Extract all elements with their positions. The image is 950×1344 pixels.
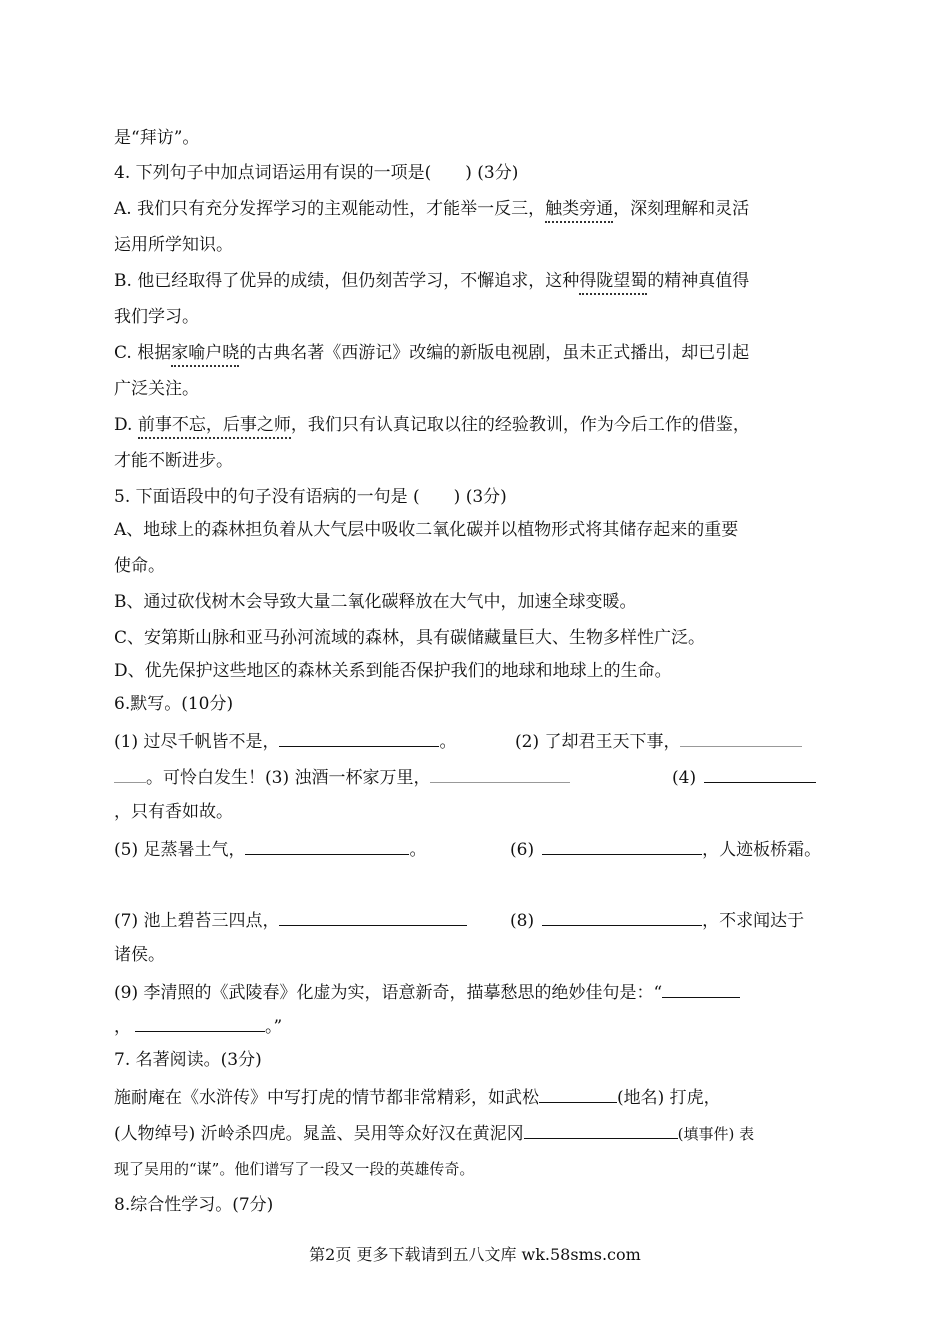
answer-blank[interactable]: [245, 836, 409, 855]
answer-blank[interactable]: [542, 907, 702, 926]
answer-blank[interactable]: [662, 979, 740, 998]
question-6-line-5: (7) 池上碧苔三四点，: [114, 907, 467, 933]
text-line: 诸侯。: [114, 945, 165, 965]
answer-blank[interactable]: [524, 1120, 678, 1139]
question-7-stem: 7. 名著阅读。(3分): [114, 1050, 262, 1070]
question-7-line-3: 现了吴用的“谋”。他们谱写了一段又一段的英雄传奇。: [114, 1160, 475, 1178]
page-footer: 第2页 更多下载请到五八文库 wk.58sms.com: [309, 1245, 641, 1264]
question-6-line-4: (5) 足蒸暑土气， 。: [114, 836, 426, 862]
dotted-word: 前事不忘，后事之师: [138, 415, 291, 439]
question-6-stem: 6.默写。(10分): [114, 694, 234, 714]
answer-blank[interactable]: [430, 764, 570, 783]
dotted-word: 得陇望蜀: [579, 271, 647, 295]
answer-blank[interactable]: [114, 764, 146, 783]
question-7-line-1: 施耐庵在《水浒传》中写打虎的情节都非常精彩，如武松 (地名) 打虎，: [114, 1084, 721, 1110]
question-4-option-d: D. 前事不忘，后事之师，我们只有认真记取以往的经验教训，作为今后工作的借鉴，: [114, 413, 750, 437]
question-6-line-4b: (6) ，人迹板桥霜。: [510, 836, 821, 862]
question-6-line-9b: ， 。”: [114, 1013, 282, 1039]
question-5-option-b: B、通过砍伐树木会导致大量二氧化碳释放在大气中，加速全球变暖。: [114, 592, 637, 612]
text-line: 才能不断进步。: [114, 451, 233, 471]
answer-blank[interactable]: [539, 1084, 617, 1103]
answer-blank[interactable]: [542, 836, 702, 855]
text-line: 我们学习。: [114, 307, 199, 327]
question-5-stem: 5. 下面语段中的句子没有语病的一句是 ( ) (3分): [114, 487, 507, 507]
dotted-word: 家喻户晓: [171, 343, 239, 367]
question-6-line-2: 。可怜白发生！(3) 浊酒一杯家万里，: [114, 764, 570, 790]
dotted-word: 触类旁通: [545, 199, 613, 223]
answer-blank[interactable]: [135, 1013, 265, 1032]
question-4-option-a: A. 我们只有充分发挥学习的主观能动性，才能举一反三，触类旁通，深刻理解和灵活: [114, 197, 749, 221]
question-4-option-c: C. 根据家喻户晓的古典名著《西游记》改编的新版电视剧，虽未正式播出，却已引起: [114, 341, 749, 365]
question-7-line-2: (人物绰号) 沂岭杀四虎。晁盖、吴用等众好汉在黄泥冈 (填事件) 表: [114, 1120, 754, 1146]
text-line: 是“拜访”。: [114, 128, 200, 148]
answer-blank[interactable]: [279, 728, 439, 747]
question-6-line-2b: (4): [672, 764, 816, 790]
question-6-line-5b: (8) ，不求闻达于: [510, 907, 804, 933]
answer-blank[interactable]: [680, 728, 802, 747]
question-6-line-1: (1) 过尽千帆皆不是， 。: [114, 728, 456, 754]
text-line: 广泛关注。: [114, 379, 199, 399]
question-6-line-9: (9) 李清照的《武陵春》化虚为实，语意新奇，描摹愁思的绝妙佳句是：“: [114, 979, 740, 1005]
question-4-stem: 4. 下列句子中加点词语运用有误的一项是( ) (3分): [114, 163, 519, 183]
text-line: 运用所学知识。: [114, 235, 233, 255]
question-5-option-a: A、地球上的森林担负着从大气层中吸收二氧化碳并以植物形式将其储存起来的重要: [114, 520, 739, 540]
question-8-stem: 8.综合性学习。(7分): [114, 1195, 274, 1215]
question-5-option-c: C、安第斯山脉和亚马孙河流域的森林，具有碳储藏量巨大、生物多样性广泛。: [114, 628, 706, 648]
question-6-line-3: ，只有香如故。: [114, 802, 233, 822]
text-line: 使命。: [114, 556, 165, 576]
question-6-line-1b: (2) 了却君王天下事，: [515, 728, 802, 754]
question-5-option-d: D、优先保护这些地区的森林关系到能否保护我们的地球和地球上的生命。: [114, 661, 672, 681]
question-4-option-b: B. 他已经取得了优异的成绩，但仍刻苦学习，不懈追求，这种得陇望蜀的精神真值得: [114, 269, 749, 293]
answer-blank[interactable]: [704, 764, 816, 783]
answer-blank[interactable]: [279, 907, 467, 926]
